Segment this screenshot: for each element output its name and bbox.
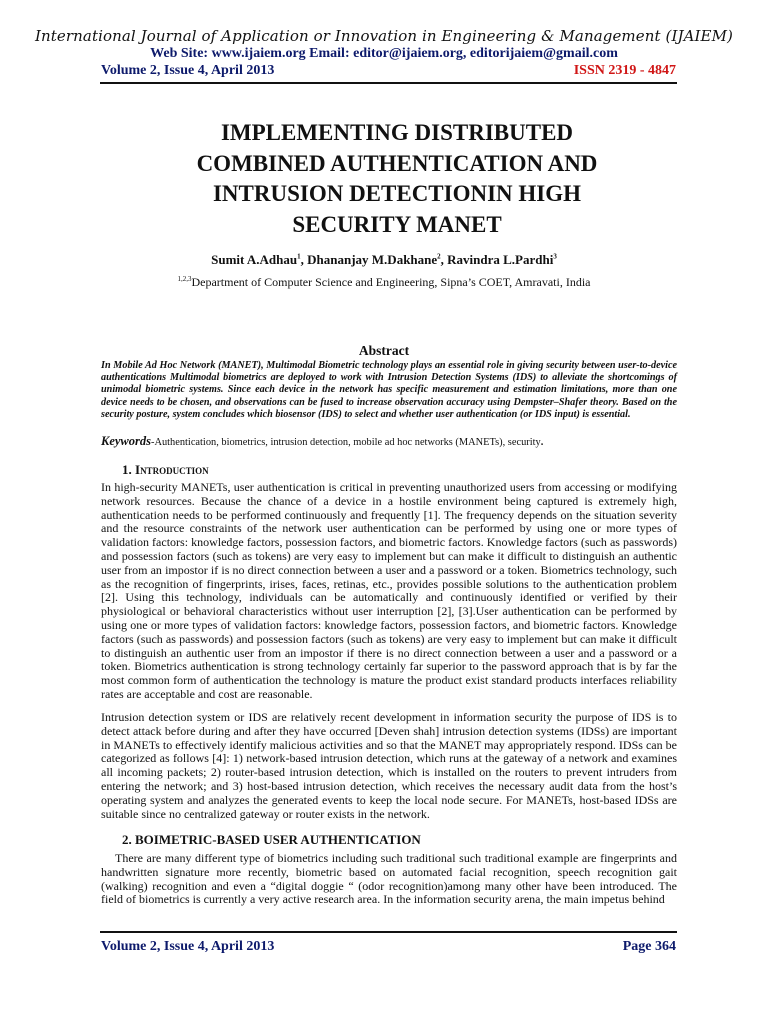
section-number: 1. I xyxy=(122,462,141,477)
author-affil-mark: 2 xyxy=(437,252,441,261)
paragraph: In high-security MANETs, user authentication is critical in preventing unauthorized users from accessing or modifying network resources. Because the chance of a device in a hostile environment being captured is extremely high, authentication needs to be performed continuously and frequently [1]. The frequency depends on the situation severity and the resource constraints of the network user authentication can be performed by using one or more types of validation factors: knowledge factors, possession factors, and biometric factors. Knowledge factors (such as passwords) and possession factors (such as tokens) are very easy to implement but can make it difficult to distinguish an authentic user from an impostor if is no direct connection between a user and a password or a token. Biometrics technology, such as the recognition of fingerprints, irises, faces, retinas, etc., provides possible solutions to the authentication problem [2]. Using this technology, individuals can be automatically and continuously identified or verified by their physiological or behavioral characteristics without user interruption [2], [3].User authentication can be performed by using one or more types of validation factors: knowledge factors, possession factors, and biometric factors. Knowledge factors (such as passwords) and possession factors (such as tokens) are very easy to implement but can make it difficult to distinguish an authentic user from an impostor if there is no direct connection between a user and a password or a token. Biometrics authentication is strong technology certainly far superior to the password approach that is by far the most common form of authentication the technology is mature the product exist standard products interfaces reliability rates are acceptable and cost are reasonable. xyxy=(101,480,677,701)
section-heading-biometric: 2. BOIMETRIC-BASED USER AUTHENTICATION xyxy=(122,832,421,847)
author-separator: , xyxy=(440,252,448,267)
author-name: Ravindra L.Pardhi xyxy=(447,252,554,267)
paragraph: Intrusion detection system or IDS are relatively recent development in information security the purpose of IDS is to detect attack before during and after they have occurred [Deven shah] intrusion detection systems (IDSs) are important in MANETs to effectively identify malicious activities and so that the MANET may appropriately respond. IDSs can be categorized as follows [4]: 1) network-based intrusion detection, which runs at the gateway of a network and examines all incoming packets; 2) router-based intrusion detection, which is installed on the routers to prevent intruders from entering the network; and 3) host-based intrusion detection, which receives the necessary audit data from the host’s operating system and analyzes the generated events to keep the local node secure. For MANETs, host-based IDSs are suitable since no centralized gateway or router exists in the network. xyxy=(101,710,677,821)
affiliation-marks: 1,2,3 xyxy=(177,275,192,283)
section-heading-introduction xyxy=(122,462,209,478)
journal-contact: Web Site: www.ijaiem.org Email: editor@ijaiem.org, editorijaiem@gmail.com xyxy=(150,46,618,61)
page-number: Page 364 xyxy=(622,939,676,954)
header-volume: Volume 2, Issue 4, April 2013 xyxy=(101,63,275,78)
author-name: Dhananjay M.Dakhane xyxy=(307,252,438,267)
journal-name: International Journal of Application or Innovation in Engineering & Management (IJAIEM) xyxy=(34,27,733,45)
keywords-end: . xyxy=(540,437,544,448)
header-issn: ISSN 2319 - 4847 xyxy=(573,63,676,78)
footer-volume: Volume 2, Issue 4, April 2013 xyxy=(101,939,275,954)
header-divider xyxy=(100,82,677,84)
author-separator: , xyxy=(300,252,308,267)
paragraph: There are many different type of biometrics including such traditional such traditional example are fingerprints and handwritten signature more recently, biometric based on automated facial recognition, speech recognition gait (walking) recognition and even a “digital doggie “ (odor recognition)among many other have been introduced. The field of biometrics is currently a very active research area. In the information security arena, the main impetus behind xyxy=(101,851,677,907)
author-affil-mark: 1 xyxy=(297,252,301,261)
title-line: SECURITY MANET xyxy=(292,211,502,237)
affiliation xyxy=(0,275,768,290)
keywords-label: Keywords xyxy=(101,434,151,448)
section-title: ntroduction xyxy=(140,462,209,477)
author-affil-mark: 3 xyxy=(553,252,557,261)
abstract-body: In Mobile Ad Hoc Network (MANET), Multimodal Biometric technology plays an essential role in giving security between user-to-device authentications Multimodal biometrics are deployed to work with Intrusion Detection Systems (IDS) to alleviate the shortcomings of unimodal biometric systems. Since each device in the network has specific measurement and estimation limitations, more than one device needs to be chosen, and observations can be fused to increase observation accuracy using Dempster–Shafer theory. Based on the security posture, system concludes which biosensor (IDS) to select and whether user authentication (or IDS input) is essential. xyxy=(101,360,677,420)
keywords xyxy=(101,434,677,450)
author-list xyxy=(0,252,768,268)
affiliation-text: Department of Computer Science and Engineering, Sipna’s COET, Amravati, India xyxy=(191,275,591,289)
paper-title xyxy=(120,118,674,240)
title-line: INTRUSION DETECTIONIN HIGH xyxy=(212,181,582,206)
footer-divider xyxy=(100,931,677,933)
author-name: Sumit A.Adhau xyxy=(211,252,298,267)
title-line: COMBINED AUTHENTICATION AND xyxy=(196,150,598,176)
keywords-text: -Authentication, biometrics, intrusion detection, mobile ad hoc networks (MANETs), security xyxy=(151,437,541,448)
title-line: IMPLEMENTING DISTRIBUTED xyxy=(220,120,574,145)
abstract-heading: Abstract xyxy=(358,343,410,358)
